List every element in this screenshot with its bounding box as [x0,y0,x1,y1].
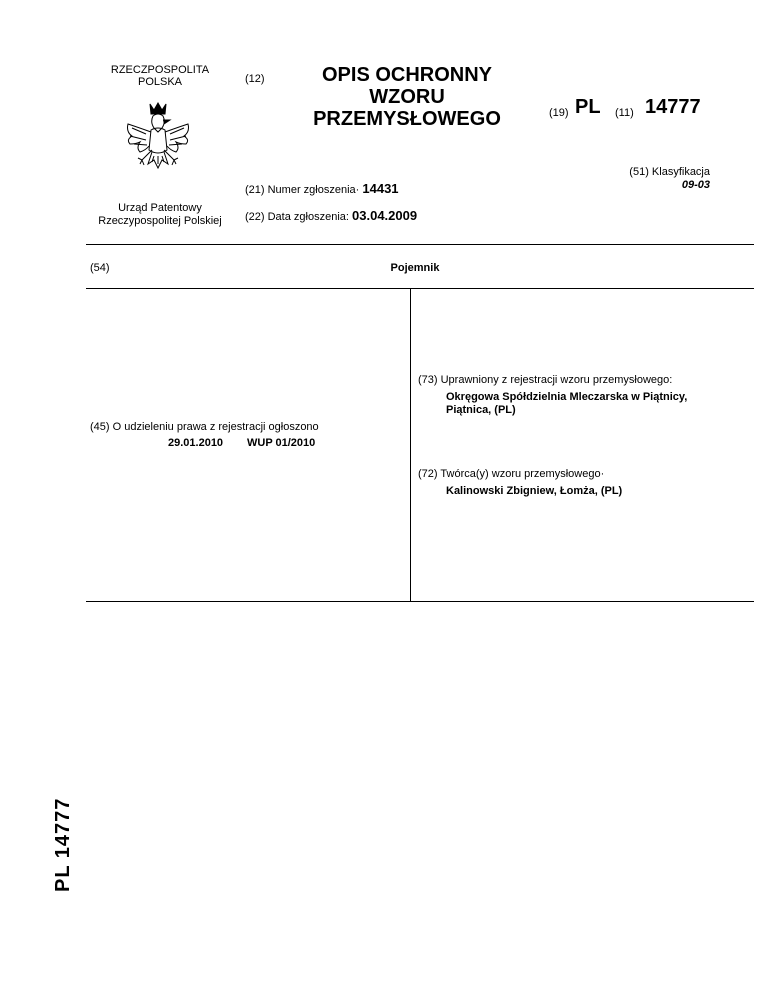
application-number-value: 14431 [362,181,399,196]
application-date-value: 03.04.2009 [352,208,418,223]
classification [620,166,710,192]
code-12: (12) [245,73,265,85]
holder-line1: Okręgowa Spółdzielnia Mleczarska w Piątnicy, [446,391,688,403]
grant-bulletin: WUP 01/2010 [247,437,316,449]
eagle-emblem-icon [118,98,198,178]
grant-date: 29.01.2010 [168,437,224,449]
classification-value: 09-03 [681,179,710,191]
holder-name [446,391,687,417]
document-number: 14777 [645,96,701,118]
country-line1: RZECZPOSPOLITA [110,64,210,76]
patent-office-name [80,202,240,228]
side-document-id: PL 14777 [52,797,74,892]
rule-top [86,244,754,245]
rule-bottom [86,601,754,602]
holder-label: (73) Uprawniony z rejestracji wzoru przemysłowego: [418,374,673,386]
rule-mid [86,288,754,289]
creator-name: Kalinowski Zbigniew, Łomża, (PL) [446,485,623,497]
title-line1: OPIS OCHRONNY [321,64,493,86]
office-line2: Rzeczypospolitej Polskiej [98,215,222,227]
code-54: (54) [90,262,110,274]
title-line2: WZORU [369,86,445,108]
application-date-label: (22) Data zgłoszenia: [245,211,349,223]
country-name [100,64,220,88]
application-number-label: (21) Numer zgłoszenia· [245,184,360,196]
design-title: Pojemnik [390,262,440,274]
code-19: (19) [549,107,569,119]
application-number-row [245,181,399,196]
application-date-row [245,208,417,223]
holder-line2: Piątnica, (PL) [446,404,516,416]
country-line2: POLSKA [137,76,183,88]
classification-label: (51) Klasyfikacja [629,166,710,178]
code-11: (11) [615,107,634,119]
title-line3: PRZEMYSŁOWEGO [313,108,501,130]
grant-announcement-label: (45) O udzieleniu prawa z rejestracji ogłoszono [90,421,319,433]
office-line1: Urząd Patentowy [118,202,202,214]
country-code: PL [575,96,601,118]
creator-label: (72) Twórca(y) wzoru przemysłowego· [418,468,605,480]
column-divider [410,289,411,601]
document-title [282,64,532,130]
